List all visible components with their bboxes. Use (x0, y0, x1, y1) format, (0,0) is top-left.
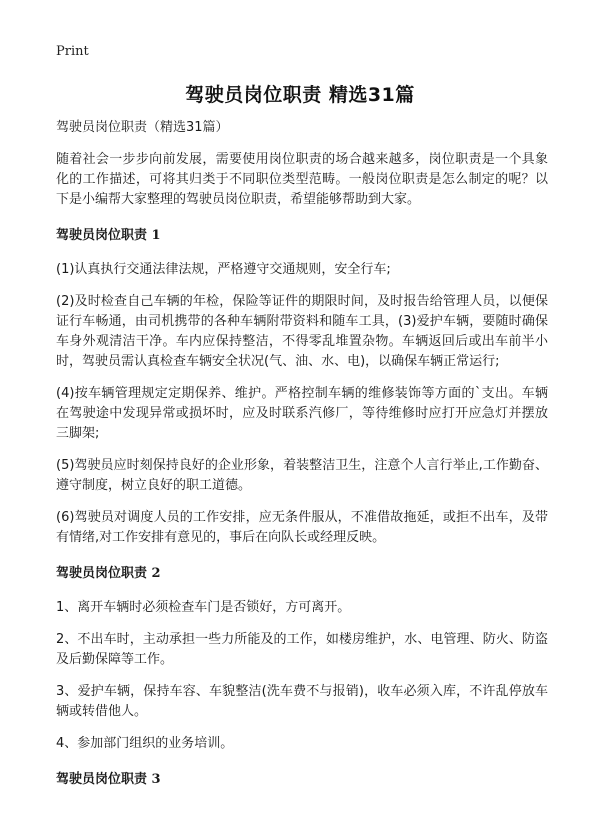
section-heading: 驾驶员岗位职责 1 (56, 228, 161, 243)
section-paragraph: (4)按车辆管理规定定期保养、维护。严格控制车辆的维修装饰等方面的`支出。车辆在驾驶途中发现异常或损坏时，应及时联系汽修厂，等待维修时应打开应急灯并摆放三脚架; (56, 386, 548, 441)
section-heading: 驾驶员岗位职责 3 (56, 772, 161, 787)
document-subtitle: 驾驶员岗位职责（精选31篇） (56, 120, 229, 135)
section-paragraph: 3、爱护车辆，保持车容、车貌整洁(洗车费不与报销)，收车必须入库，不许乱停放车辆或转借他人。 (56, 684, 548, 719)
page-title: 驾驶员岗位职责 精选31篇 (185, 84, 415, 106)
section-paragraph: 1、离开车辆时必须检查车门是否锁好，方可离开。 (56, 600, 351, 615)
section-paragraph: (5)驾驶员应时刻保持良好的企业形象，着装整洁卫生，注意个人言行举止,工作勤奋、遵守制度，树立良好的职工道德。 (56, 458, 548, 493)
print-link[interactable]: Print (56, 44, 89, 59)
section-paragraph: (6)驾驶员对调度人员的工作安排，应无条件服从，不准借故拖延，或拒不出车，及带有情绪,对工作安排有意见的，事后在向队长或经理反映。 (56, 510, 548, 545)
section-paragraph: (2)及时检查自己车辆的年检，保险等证件的期限时间，及时报告给管理人员，以便保证行车畅通，由司机携带的各种车辆附带资料和随车工具，(3)爱护车辆，要随时确保车身外观清洁干净。车内应保持整洁，不得零乱堆置杂物。车辆返回后或出车前半小时，驾驶员需认真检查车辆安全状况(气、油、水、电)，以确保车辆正常运行; (56, 294, 548, 369)
section-paragraph: 2、不出车时，主动承担一些力所能及的工作，如楼房维护，水、电管理、防火、防盗及后勤保障等工作。 (56, 632, 548, 667)
section-paragraph: 4、参加部门组织的业务培训。 (56, 736, 234, 751)
section-heading: 驾驶员岗位职责 2 (56, 566, 161, 581)
document-body (56, 118, 548, 804)
section-paragraph: (1)认真执行交通法律法规，严格遵守交通规则，安全行车; (56, 262, 391, 277)
intro-paragraph: 随着社会一步步向前发展，需要使用岗位职责的场合越来越多，岗位职责是一个具象化的工作描述，可将其归类于不同职位类型范畴。一般岗位职责是怎么制定的呢？以下是小编帮大家整理的驾驶员岗位职责，希望能够帮助到大家。 (56, 152, 548, 207)
